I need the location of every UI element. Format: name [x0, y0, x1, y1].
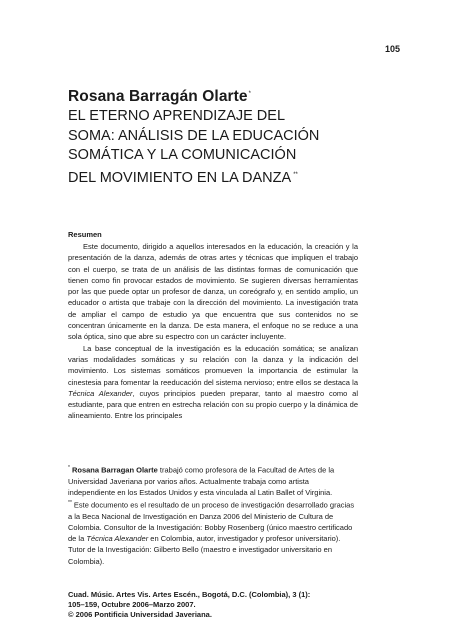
- title-line-3: SOMÁTICA Y LA COMUNICACIÓN: [68, 147, 297, 163]
- footnote-1-author-name: Rosana Barragan Olarte: [71, 465, 158, 475]
- citation-line-2: 105–159, Octubre 2006–Marzo 2007.: [68, 600, 196, 609]
- title-line-1: EL ETERNO APRENDIZAJE DEL: [68, 108, 286, 124]
- author-footnote-mark: *: [248, 90, 252, 97]
- title-line-4-text: DEL MOVIMIENTO EN LA DANZA: [68, 169, 292, 186]
- footnote-2-mark: **: [68, 500, 72, 507]
- author-name: [68, 88, 251, 106]
- author-name-text: Rosana Barragán Olarte: [68, 88, 248, 105]
- title-line-2: SOMA: ANÁLISIS DE LA EDUCACIÓN: [68, 127, 320, 144]
- title-line-4: [68, 166, 398, 188]
- abstract-paragraph-2: [68, 343, 358, 422]
- footnote-author: [68, 463, 358, 498]
- footnote-2-text-start: Este documento es el resultado de un proceso de investigación desarrollado gracias a la Beca Nacional de Investigación en Danza 2006 del Ministerio de Cultura de Colombia. Consultor de la Investigación: Bobby Rosenberg (único maestro certificado de la: [68, 500, 355, 544]
- abstract-p2-text-end: , cuyos principios pueden preparar, tanto al maestro como al estudiante, para que entren en estrecha relación con su propio cuerpo y la dinámica de alineamiento. Entre los principales: [68, 388, 358, 421]
- abstract-heading: Resumen: [68, 230, 102, 239]
- abstract-body: [68, 241, 358, 422]
- abstract-p2-italic-term: Técnica Alexander: [68, 388, 133, 398]
- abstract-p2-text-start: La base conceptual de la investigación es la educación somática; se analizan varias modalidades somáticas y su relación con la danza y la indicación del movimiento. Los sistemas somáticos promueven la importancia de estimular la cinestesia para fomentar la reeducación del sistema nervioso; entre ellos se destaca la: [68, 343, 358, 387]
- abstract-paragraph-1: Este documento, dirigido a aquellos interesados en la educación, la creación y la presentación de la danza, además de otras artes y técnicas que impliquen el trabajo con el cuerpo, se trata de un análisis de las distintas formas de comunicación que tienen como fin provocar estados de movimiento. Se sugieren diversas herramientas por las que puede optar un profesor de danza, un coreógrafo y, en sentido amplio, un educador o artista que trabaje con la dirección del movimiento. La investigación trata de ampliar el campo de estudio ya que encuentra que sus contenidos no se concentran únicamente en la danza. De esta manera, el enfoque no se reduce a una sola óptica, sino que abre su espectro con un carácter incluyente.: [68, 242, 358, 342]
- footnote-1-text: trabajó como profesora de la Facultad de Artes de la Universidad Javeriana por varios años. Actualmente trabaja como artista independiente en los Estados Unidos y esta vinculada al Latin Ballet of Virginia.: [68, 465, 335, 497]
- footnote-2-text-end: en Colombia, autor, investigador y profesor universitario). Tutor de la Investigación: Gilberto Bello (maestro e investigador universitario en Colombia).: [68, 534, 341, 566]
- footnote-2-italic-term: Técnica Alexander: [86, 534, 149, 544]
- article-title: [68, 107, 398, 188]
- citation-line-3: © 2006 Pontificia Universidad Javeriana.: [68, 610, 212, 619]
- citation-line-1: Cuad. Músic. Artes Vis. Artes Escén., Bogotá, D.C. (Colombia), 3 (1):: [68, 590, 311, 599]
- footnote-research: [68, 498, 358, 567]
- title-footnote-mark: **: [293, 171, 298, 178]
- footnotes: [68, 463, 358, 567]
- page-number: 105: [384, 44, 400, 54]
- footnote-1-mark: *: [68, 465, 70, 471]
- journal-citation: [68, 590, 388, 620]
